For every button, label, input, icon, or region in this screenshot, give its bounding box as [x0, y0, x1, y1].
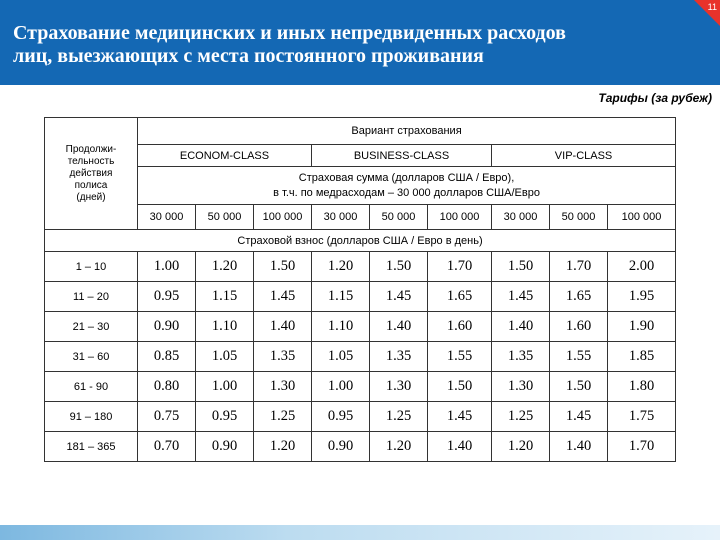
rate-cell: 0.85 [138, 342, 196, 372]
rate-cell: 1.50 [370, 252, 428, 282]
rate-cell: 1.50 [254, 252, 312, 282]
rate-cell: 1.35 [254, 342, 312, 372]
rate-cell: 1.65 [550, 282, 608, 312]
class-header-business: BUSINESS-CLASS [312, 145, 492, 167]
limit-cell: 100 000 [608, 205, 676, 230]
limits-row [45, 205, 676, 230]
rate-cell: 1.50 [492, 252, 550, 282]
table-row [45, 282, 676, 312]
rate-cell: 1.05 [196, 342, 254, 372]
tariff-table [44, 117, 676, 462]
rate-cell: 1.40 [550, 432, 608, 462]
rate-cell: 1.40 [428, 432, 492, 462]
rate-cell: 0.75 [138, 402, 196, 432]
rate-rows [45, 252, 676, 462]
rate-cell: 1.45 [492, 282, 550, 312]
rate-cell: 0.95 [138, 282, 196, 312]
rate-cell: 1.00 [312, 372, 370, 402]
rate-cell: 1.50 [550, 372, 608, 402]
rate-cell: 1.10 [312, 312, 370, 342]
rate-cell: 1.40 [370, 312, 428, 342]
slide-header [0, 0, 720, 85]
footer-bar [0, 525, 720, 540]
limit-cell: 30 000 [492, 205, 550, 230]
limit-cell: 100 000 [254, 205, 312, 230]
rate-cell: 1.65 [428, 282, 492, 312]
rate-cell: 1.30 [254, 372, 312, 402]
table-row [45, 312, 676, 342]
rate-cell: 1.50 [428, 372, 492, 402]
rate-cell: 1.85 [608, 342, 676, 372]
limit-cell: 50 000 [196, 205, 254, 230]
sum-insured-line1: Страховая сумма (долларов США / Евро), [298, 171, 515, 184]
rate-cell: 1.05 [312, 342, 370, 372]
rate-cell: 1.40 [492, 312, 550, 342]
premium-header: Страховой взнос (долларов США / Евро в день) [45, 230, 676, 252]
rate-cell: 1.30 [492, 372, 550, 402]
slide-title-line1: Страхование медицинских и иных непредвиденных расходов [13, 22, 566, 44]
rate-cell: 1.25 [492, 402, 550, 432]
class-header-vip: VIP-CLASS [492, 145, 676, 167]
rate-cell: 1.25 [254, 402, 312, 432]
rate-cell: 1.20 [492, 432, 550, 462]
rate-cell: 1.00 [196, 372, 254, 402]
duration-header: Продолжи-тельность действия полиса (дней) [45, 118, 138, 230]
rate-cell: 1.45 [254, 282, 312, 312]
rate-cell: 1.70 [428, 252, 492, 282]
rate-cell: 1.20 [312, 252, 370, 282]
rate-cell: 1.60 [550, 312, 608, 342]
sum-insured-line2: в т.ч. по медрасходам – 30 000 долларов США/Евро [273, 186, 540, 199]
limit-cell: 50 000 [370, 205, 428, 230]
period-cell: 61 - 90 [45, 372, 138, 402]
period-cell: 181 – 365 [45, 432, 138, 462]
rate-cell: 1.00 [138, 252, 196, 282]
sum-insured-header [138, 167, 676, 205]
rate-cell: 1.25 [370, 402, 428, 432]
period-cell: 21 – 30 [45, 312, 138, 342]
table-row [45, 252, 676, 282]
rate-cell: 1.60 [428, 312, 492, 342]
table-row [45, 342, 676, 372]
rate-cell: 0.90 [312, 432, 370, 462]
rate-cell: 1.15 [196, 282, 254, 312]
rate-cell: 1.95 [608, 282, 676, 312]
period-cell: 11 – 20 [45, 282, 138, 312]
rate-cell: 1.20 [196, 252, 254, 282]
rate-cell: 1.80 [608, 372, 676, 402]
rate-cell: 0.95 [312, 402, 370, 432]
rate-cell: 1.30 [370, 372, 428, 402]
table-row [45, 432, 676, 462]
period-cell: 1 – 10 [45, 252, 138, 282]
rate-cell: 1.15 [312, 282, 370, 312]
limit-cell: 30 000 [312, 205, 370, 230]
slide-title-line2: лиц, выезжающих с места постоянного проживания [13, 45, 484, 67]
rate-cell: 2.00 [608, 252, 676, 282]
slide-subtitle: Тарифы (за рубеж) [598, 91, 712, 105]
rate-cell: 1.40 [254, 312, 312, 342]
rate-cell: 0.90 [138, 312, 196, 342]
rate-cell: 1.20 [370, 432, 428, 462]
table-row [45, 402, 676, 432]
limit-cell: 50 000 [550, 205, 608, 230]
rate-cell: 0.80 [138, 372, 196, 402]
rate-cell: 0.95 [196, 402, 254, 432]
slide-number: 11 [707, 2, 717, 12]
class-header-econom: ECONOM-CLASS [138, 145, 312, 167]
rate-cell: 1.20 [254, 432, 312, 462]
limit-cell: 100 000 [428, 205, 492, 230]
rate-cell: 1.70 [608, 432, 676, 462]
rate-cell: 1.45 [370, 282, 428, 312]
rate-cell: 1.55 [428, 342, 492, 372]
rate-cell: 1.75 [608, 402, 676, 432]
period-cell: 31 – 60 [45, 342, 138, 372]
variant-header: Вариант страхования [138, 118, 676, 145]
rate-cell: 1.55 [550, 342, 608, 372]
table-row [45, 372, 676, 402]
rate-cell: 1.90 [608, 312, 676, 342]
rate-cell: 0.70 [138, 432, 196, 462]
rate-cell: 1.35 [492, 342, 550, 372]
rate-cell: 1.45 [550, 402, 608, 432]
limit-cell: 30 000 [138, 205, 196, 230]
rate-cell: 1.45 [428, 402, 492, 432]
rate-cell: 1.70 [550, 252, 608, 282]
rate-cell: 0.90 [196, 432, 254, 462]
period-cell: 91 – 180 [45, 402, 138, 432]
rate-cell: 1.35 [370, 342, 428, 372]
slide-title [13, 22, 703, 68]
rate-cell: 1.10 [196, 312, 254, 342]
